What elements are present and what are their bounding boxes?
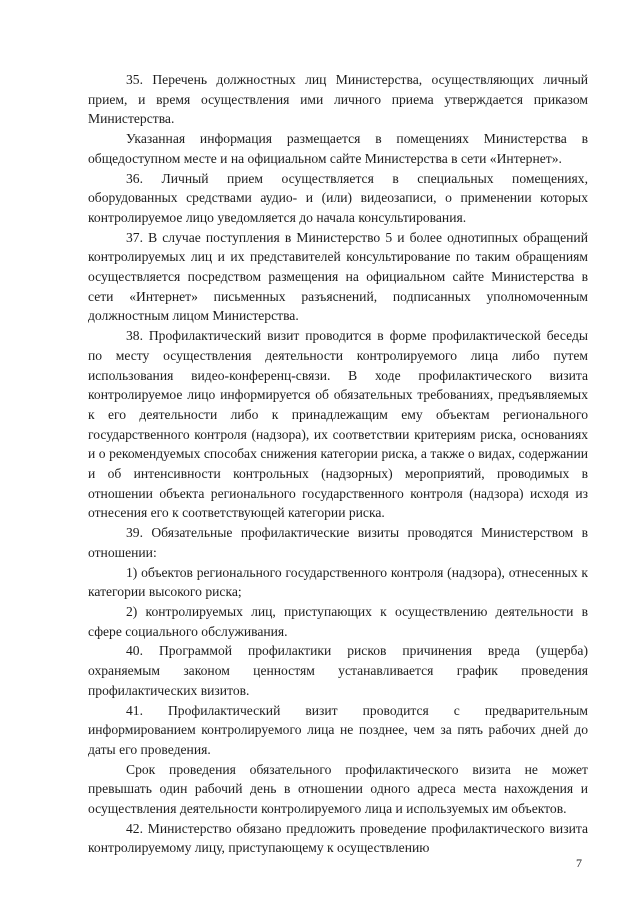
paragraph-41-term: Срок проведения обязательного профилактического визита не может превышать один рабочий день в отношении одного адреса места нахождения и осуществления деятельности контролируемого лица и используемых им объектов. — [88, 761, 588, 817]
paragraph-37: 37. В случае поступления в Министерство 5 и более однотипных обращений контролируемых лиц и их представителей консультирование по таким обращениям осуществляется посредством размещения на официальном сайте Министерства в сети «Интернет» письменных разъяснений, подписанных уполномоченным должностным лицом Министерства. — [88, 229, 588, 324]
paragraph-38: 38. Профилактический визит проводится в форме профилактической беседы по месту осуществления деятельности контролируемого лица либо путем использования видео-конференц-связи. В ходе профилактического визита контролируемое лицо информируется об обязательных требованиях, предъявляемых к его деятельности либо к принадлежащим ему объектам регионального государственного контроля (надзора), их соответствии критериям риска, основаниях и о рекомендуемых способах снижения категории риска, а также о видах, содержании и об интенсивности контрольных (надзорных) мероприятий, проводимых в отношении объекта регионального государственного контроля (надзора) исходя из отнесения его к соответствующей категории риска. — [88, 328, 588, 521]
paragraph-39: 39. Обязательные профилактические визиты проводятся Министерством в отношении: — [88, 525, 588, 560]
paragraph-35-info: Указанная информация размещается в помещениях Министерства в общедоступном месте и на официальном сайте Министерства в сети «Интернет». — [88, 131, 588, 166]
paragraph-41: 41. Профилактический визит проводится с предварительным информированием контролируемого лица не позднее, чем за пять рабочих дней до даты его проведения. — [88, 702, 588, 757]
paragraph-36: 36. Личный прием осуществляется в специальных помещениях, оборудованных средствами аудио- и (или) видеозаписи, о применении которых контролируемое лицо уведомляется до начала консультирования. — [88, 170, 588, 225]
document-page — [88, 70, 588, 858]
paragraph-35: 35. Перечень должностных лиц Министерства, осуществляющих личный прием, и время осуществления ими личного приема утверждается приказом Министерства. — [88, 72, 588, 127]
paragraph-42: 42. Министерство обязано предложить проведение профилактического визита контролируемому лицу, приступающему к осуществлению — [88, 820, 588, 856]
paragraph-39-item-1: 1) объектов регионального государственного контроля (надзора), отнесенных к категории высокого риска; — [88, 564, 588, 600]
paragraph-40: 40. Программой профилактики рисков причинения вреда (ущерба) охраняемым законом ценностям устанавливается график проведения профилактических визитов. — [88, 643, 588, 698]
page-number: 7 — [576, 856, 582, 870]
paragraph-39-item-2: 2) контролируемых лиц, приступающих к осуществлению деятельности в сфере социального обслуживания. — [88, 603, 588, 639]
